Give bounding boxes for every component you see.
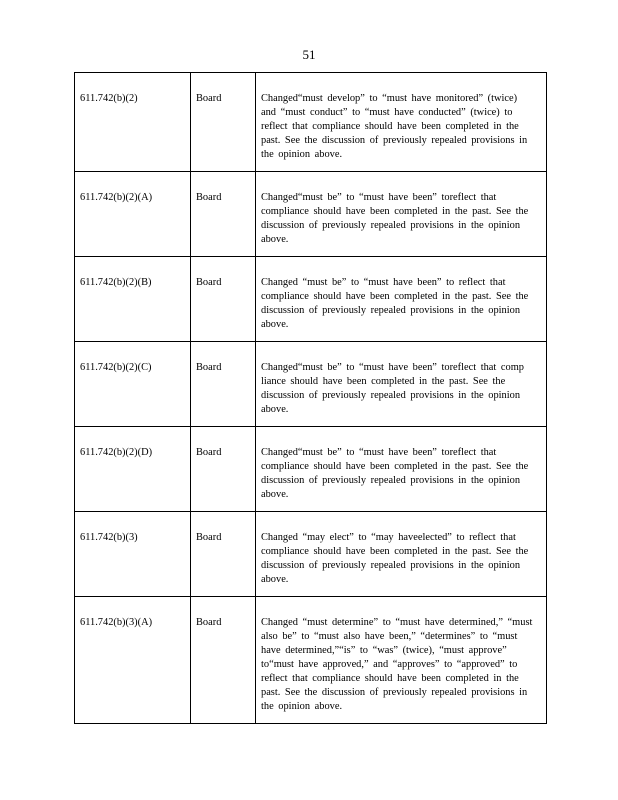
- table-row: [75, 257, 547, 342]
- section-cell: [75, 597, 191, 724]
- change-description: Changed“must be” to “must have been” toreflect that comp liance should have been completed in the past. See the discussion of previously repealed provisions in the opinion above.: [261, 362, 524, 415]
- description-cell: [256, 512, 547, 597]
- section-cell: [75, 257, 191, 342]
- section-reference: 611.742(b)(3)(A): [80, 617, 153, 628]
- section-cell: [75, 172, 191, 257]
- description-cell: [256, 73, 547, 172]
- description-cell: [256, 257, 547, 342]
- section-reference: 611.742(b)(2)(C): [80, 362, 152, 373]
- description-cell: [256, 597, 547, 724]
- source-cell: [191, 342, 256, 427]
- section-reference: 611.742(b)(2)(B): [80, 277, 152, 288]
- section-reference: 611.742(b)(2)(D): [80, 447, 153, 458]
- table-row: [75, 342, 547, 427]
- table-row: [75, 512, 547, 597]
- section-cell: [75, 512, 191, 597]
- change-description: Changed“must be” to “must have been” toreflect that compliance should have been completed in the past. See the discussion of previously repealed provisions in the opinion above.: [261, 192, 529, 245]
- section-cell: [75, 342, 191, 427]
- section-cell: [75, 427, 191, 512]
- section-reference: 611.742(b)(2): [80, 93, 138, 104]
- source-label: Board: [196, 93, 222, 104]
- source-cell: [191, 257, 256, 342]
- source-cell: [191, 597, 256, 724]
- section-cell: [75, 73, 191, 172]
- table-row: [75, 172, 547, 257]
- description-cell: [256, 172, 547, 257]
- source-cell: [191, 73, 256, 172]
- source-label: Board: [196, 277, 222, 288]
- source-cell: [191, 512, 256, 597]
- source-cell: [191, 427, 256, 512]
- section-reference: 611.742(b)(2)(A): [80, 192, 153, 203]
- source-label: Board: [196, 617, 222, 628]
- change-description: Changed“must develop” to “must have monitored” (twice) and “must conduct” to “must have conducted” (twice) to reflect that compliance should have been completed in the past. See the discussion of previously repealed provisions in the opinion above.: [261, 93, 528, 160]
- change-description: Changed “may elect” to “may haveelected” to reflect that compliance should have been completed in the past. See the discussion of previously repealed provisions in the opinion above.: [261, 532, 529, 585]
- change-description: Changed “must determine” to “must have determined,” “must also be” to “must also have been,” “determines” to “must have determined,”“is” to “was” (twice), “must approve” to“must have approved,” and “approves” to “approved” to reflect that compliance should have been completed in the past. See the discussion of previously repealed provisions in the opinion above.: [261, 617, 533, 712]
- changes-table: [74, 72, 547, 724]
- source-label: Board: [196, 192, 222, 203]
- description-cell: [256, 342, 547, 427]
- change-description: Changed“must be” to “must have been” toreflect that compliance should have been completed in the past. See the discussion of previously repealed provisions in the opinion above.: [261, 447, 529, 500]
- change-description: Changed “must be” to “must have been” to reflect that compliance should have been completed in the past. See the discussion of previously repealed provisions in the opinion above.: [261, 277, 529, 330]
- section-reference: 611.742(b)(3): [80, 532, 138, 543]
- source-label: Board: [196, 362, 222, 373]
- source-label: Board: [196, 532, 222, 543]
- page-number: 51: [302, 47, 316, 62]
- source-cell: [191, 172, 256, 257]
- source-label: Board: [196, 447, 222, 458]
- table-row: [75, 427, 547, 512]
- table-row: [75, 597, 547, 724]
- table-row: [75, 73, 547, 172]
- description-cell: [256, 427, 547, 512]
